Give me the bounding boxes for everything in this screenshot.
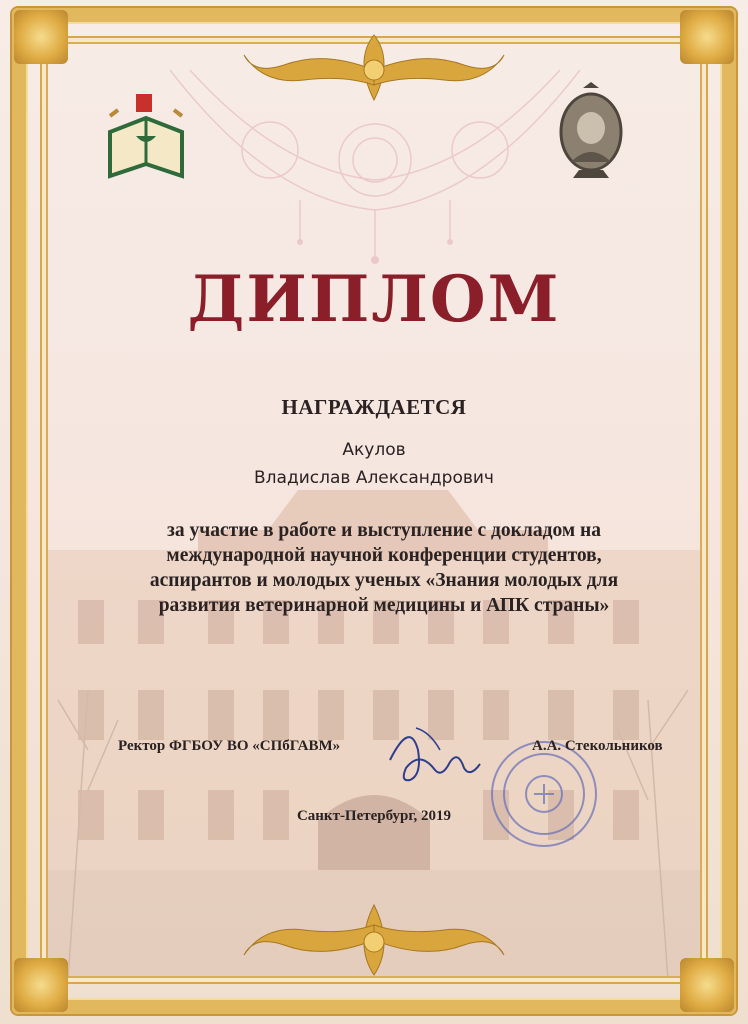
corner-ornament-icon (14, 958, 68, 1012)
bottom-scroll-ornament-icon (234, 900, 514, 980)
corner-ornament-icon (680, 958, 734, 1012)
academy-emblem-icon (104, 92, 188, 184)
description-line: аспирантов и молодых ученых «Знания молодых для (149, 570, 619, 591)
signatory-name: А.А. Стекольников (532, 738, 663, 754)
description-line: развития ветеринарной медицины и АПК страны» (158, 595, 610, 616)
recipient-given-names: Владислав Александрович (254, 468, 494, 488)
portrait-medallion-icon (553, 82, 629, 186)
corner-ornament-icon (14, 10, 68, 64)
award-description (110, 518, 658, 618)
signatory-position: Ректор ФГБОУ ВО «СПбГАВМ» (118, 738, 341, 754)
top-scroll-ornament-icon (234, 30, 514, 110)
description-line: за участие в работе и выступление с докладом на (167, 520, 601, 541)
diploma-title: ДИПЛОМ (187, 262, 561, 337)
signature-row (118, 738, 688, 762)
awarded-heading: НАГРАЖДАЕТСЯ (281, 395, 467, 419)
place-and-date: Санкт-Петербург, 2019 (296, 808, 452, 824)
description-line: международной научной конференции студентов, (166, 545, 602, 566)
recipient-surname: Акулов (342, 440, 406, 460)
corner-ornament-icon (680, 10, 734, 64)
